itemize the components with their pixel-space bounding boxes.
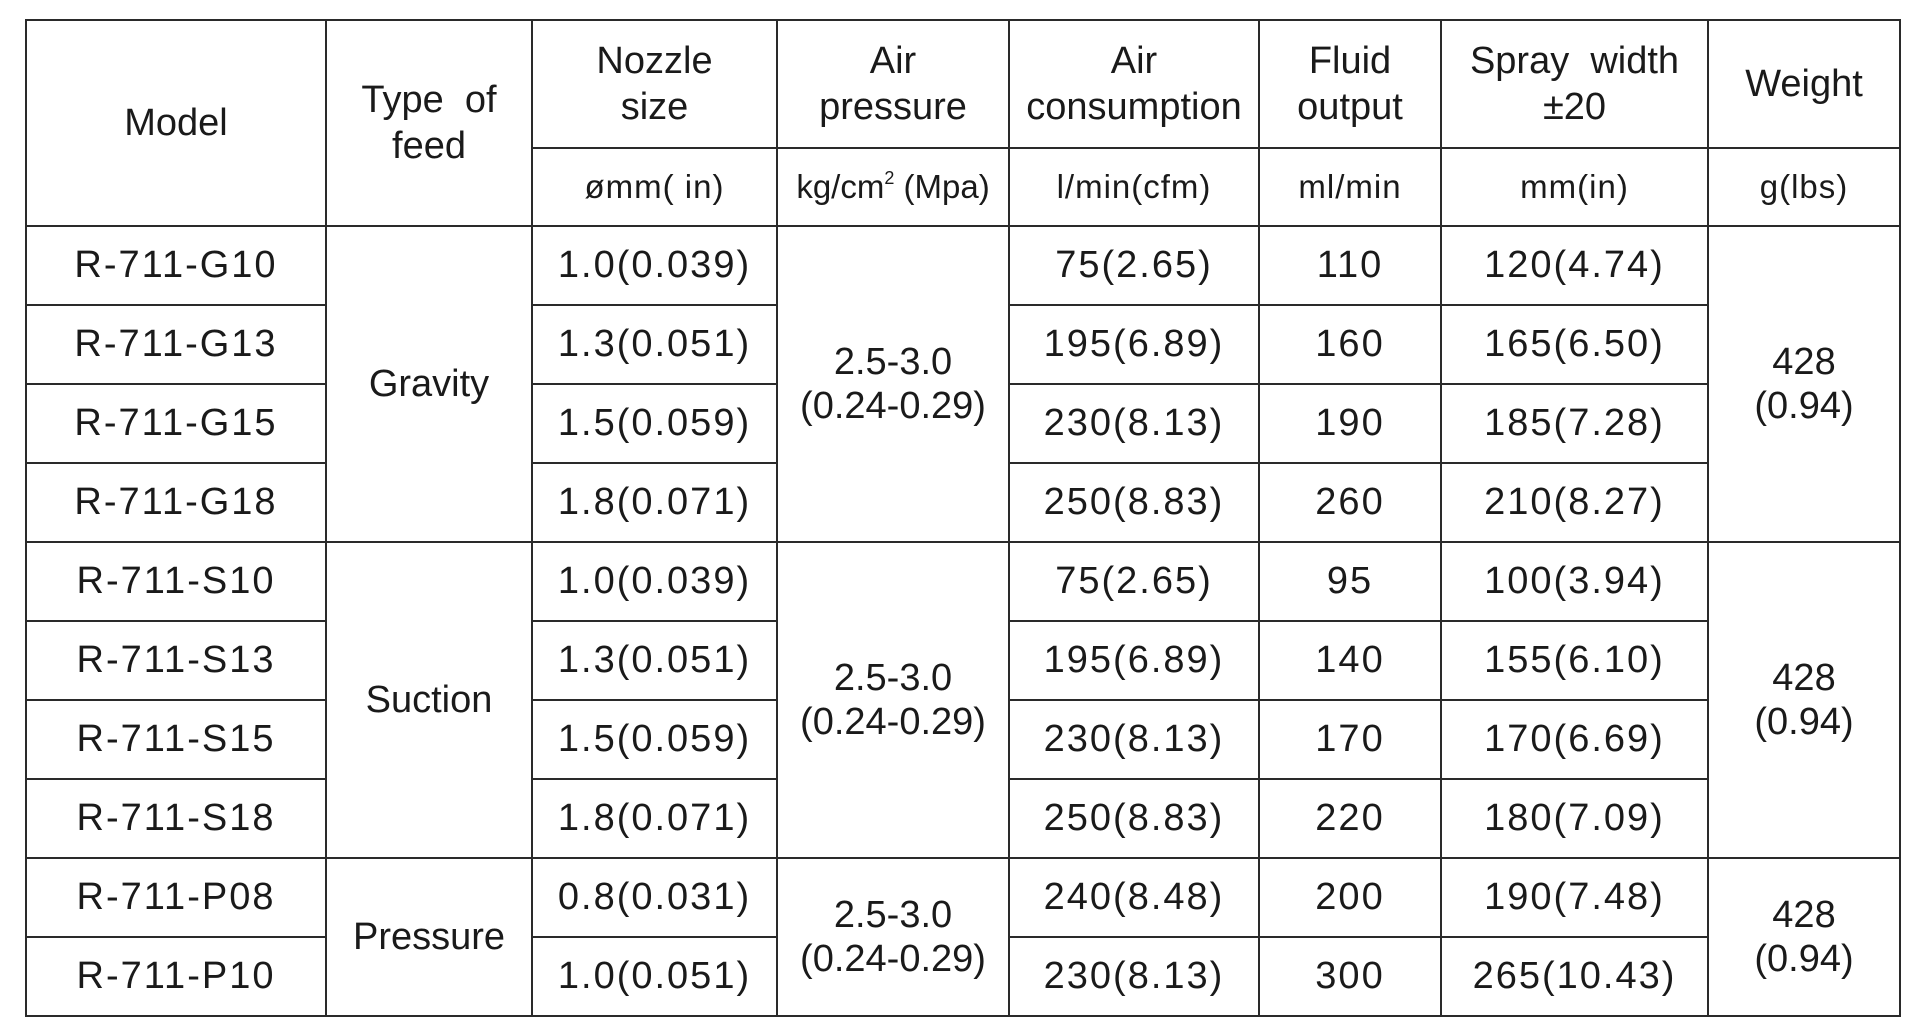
- feed-type-cell: [326, 226, 532, 542]
- feed-type-cell: [326, 542, 532, 858]
- spray-width-cell: [1441, 384, 1708, 463]
- header-nozzle-line2: size: [620, 86, 689, 128]
- model-value: R-711-S10: [76, 560, 276, 602]
- feed-type-value: Pressure: [352, 916, 506, 958]
- air-pressure-value-line1: 2.5-3.0: [833, 341, 953, 383]
- header-model-label: Model: [124, 102, 228, 144]
- spray-width-cell: [1441, 779, 1708, 858]
- fluid-output-value: 260: [1315, 481, 1385, 523]
- nozzle-value: 1.8(0.071): [557, 797, 752, 839]
- air-pressure-value-line2: (0.24-0.29): [800, 385, 986, 427]
- spec-table: [25, 19, 1901, 1017]
- header-nozzle-size: [532, 20, 777, 148]
- fluid-output-cell: [1259, 621, 1441, 700]
- spray-width-cell: [1441, 542, 1708, 621]
- unit-airp-sup: 2: [884, 168, 895, 188]
- unit-airp-pre: kg/cm: [796, 168, 885, 205]
- nozzle-value: 0.8(0.031): [557, 876, 752, 918]
- model-value: R-711-S18: [76, 797, 276, 839]
- header-feed-line2: feed: [392, 125, 466, 167]
- nozzle-cell: [532, 858, 777, 937]
- fluid-output-cell: [1259, 384, 1441, 463]
- fluid-output-value: 300: [1315, 955, 1385, 997]
- header-spray-width: [1441, 20, 1708, 148]
- fluid-output-value: 95: [1326, 560, 1374, 602]
- unit-spray: [1441, 148, 1708, 226]
- fluid-output-cell: [1259, 779, 1441, 858]
- unit-weight-label: g(lbs): [1759, 168, 1849, 205]
- fluid-output-cell: [1259, 937, 1441, 1016]
- air-consumption-cell: [1009, 621, 1259, 700]
- air-consumption-cell: [1009, 937, 1259, 1016]
- fluid-output-cell: [1259, 226, 1441, 305]
- nozzle-value: 1.3(0.051): [557, 639, 752, 681]
- model-cell: [26, 858, 326, 937]
- nozzle-cell: [532, 226, 777, 305]
- air-pressure-cell: [777, 858, 1009, 1016]
- nozzle-value: 1.0(0.039): [557, 244, 752, 286]
- model-value: R-711-G10: [74, 244, 278, 286]
- header-spray-line2: ±20: [1542, 86, 1607, 128]
- air-consumption-value: 240(8.48): [1043, 876, 1225, 918]
- table-row: [26, 542, 1900, 621]
- fluid-output-cell: [1259, 858, 1441, 937]
- model-value: R-711-G13: [74, 323, 278, 365]
- feed-type-value: Gravity: [368, 363, 490, 405]
- model-cell: [26, 542, 326, 621]
- nozzle-value: 1.8(0.071): [557, 481, 752, 523]
- fluid-output-value: 220: [1315, 797, 1385, 839]
- unit-spray-label: mm(in): [1520, 168, 1629, 205]
- air-pressure-value-line1: 2.5-3.0: [833, 657, 953, 699]
- air-consumption-cell: [1009, 384, 1259, 463]
- nozzle-cell: [532, 305, 777, 384]
- weight-value-line1: 428: [1772, 341, 1836, 383]
- air-pressure-value-line2: (0.24-0.29): [800, 938, 986, 980]
- spray-width-cell: [1441, 937, 1708, 1016]
- air-pressure-cell: [777, 542, 1009, 858]
- spray-width-value: 190(7.48): [1484, 876, 1665, 918]
- spray-width-cell: [1441, 621, 1708, 700]
- nozzle-cell: [532, 937, 777, 1016]
- table-row: [26, 858, 1900, 937]
- fluid-output-cell: [1259, 305, 1441, 384]
- unit-fluid-label: ml/min: [1298, 168, 1402, 205]
- spray-width-value: 170(6.69): [1484, 718, 1665, 760]
- spray-width-value: 100(3.94): [1484, 560, 1665, 602]
- nozzle-value: 1.0(0.051): [557, 955, 752, 997]
- weight-value-line1: 428: [1772, 894, 1836, 936]
- header-airp-line1: Air: [869, 40, 917, 82]
- air-pressure-cell: [777, 226, 1009, 542]
- model-cell: [26, 700, 326, 779]
- nozzle-value: 1.5(0.059): [557, 718, 752, 760]
- air-consumption-value: 250(8.83): [1043, 481, 1225, 523]
- model-cell: [26, 621, 326, 700]
- model-value: R-711-P10: [76, 955, 276, 997]
- weight-value-line2: (0.94): [1754, 701, 1854, 743]
- header-model: [26, 20, 326, 226]
- header-feed-line1: Type of: [361, 79, 497, 121]
- unit-airp-post: (Mpa): [894, 168, 990, 205]
- header-spray-line1: Spray width: [1469, 40, 1680, 82]
- spray-width-value: 185(7.28): [1484, 402, 1665, 444]
- spray-width-value: 165(6.50): [1484, 323, 1665, 365]
- weight-value-line1: 428: [1772, 657, 1836, 699]
- air-consumption-cell: [1009, 226, 1259, 305]
- model-value: R-711-G15: [74, 402, 278, 444]
- air-consumption-cell: [1009, 542, 1259, 621]
- spray-width-value: 210(8.27): [1484, 481, 1665, 523]
- fluid-output-value: 190: [1315, 402, 1385, 444]
- spray-width-cell: [1441, 858, 1708, 937]
- header-airc-line1: Air: [1110, 40, 1158, 82]
- spray-width-value: 155(6.10): [1484, 639, 1665, 681]
- table-body: [26, 226, 1900, 1016]
- model-value: R-711-G18: [74, 481, 278, 523]
- air-consumption-value: 75(2.65): [1055, 560, 1213, 602]
- nozzle-cell: [532, 700, 777, 779]
- nozzle-cell: [532, 542, 777, 621]
- header-weight: [1708, 20, 1900, 148]
- nozzle-cell: [532, 384, 777, 463]
- model-cell: [26, 305, 326, 384]
- weight-value-line2: (0.94): [1754, 938, 1854, 980]
- spray-width-cell: [1441, 463, 1708, 542]
- air-consumption-cell: [1009, 463, 1259, 542]
- header-airc-line2: consumption: [1026, 86, 1242, 128]
- spray-width-cell: [1441, 305, 1708, 384]
- unit-air-consumption: [1009, 148, 1259, 226]
- header-weight-label: Weight: [1745, 63, 1863, 105]
- unit-fluid: [1259, 148, 1441, 226]
- header-fluid-line2: output: [1297, 86, 1403, 128]
- fluid-output-cell: [1259, 700, 1441, 779]
- air-consumption-cell: [1009, 700, 1259, 779]
- air-consumption-cell: [1009, 779, 1259, 858]
- air-pressure-value-line1: 2.5-3.0: [833, 894, 953, 936]
- fluid-output-value: 140: [1315, 639, 1385, 681]
- air-consumption-cell: [1009, 305, 1259, 384]
- unit-nozzle-label: ømm( in): [584, 168, 725, 205]
- weight-cell: [1708, 542, 1900, 858]
- nozzle-value: 1.0(0.039): [557, 560, 752, 602]
- spray-width-value: 120(4.74): [1484, 244, 1665, 286]
- feed-type-cell: [326, 858, 532, 1016]
- fluid-output-value: 160: [1315, 323, 1385, 365]
- model-value: R-711-S15: [76, 718, 276, 760]
- air-consumption-value: 250(8.83): [1043, 797, 1225, 839]
- fluid-output-value: 110: [1316, 244, 1384, 286]
- fluid-output-cell: [1259, 463, 1441, 542]
- fluid-output-value: 170: [1315, 718, 1385, 760]
- unit-air-pressure: [777, 148, 1009, 226]
- nozzle-value: 1.5(0.059): [557, 402, 752, 444]
- weight-value-line2: (0.94): [1754, 385, 1854, 427]
- unit-weight: [1708, 148, 1900, 226]
- header-type-of-feed: [326, 20, 532, 226]
- nozzle-cell: [532, 621, 777, 700]
- nozzle-cell: [532, 779, 777, 858]
- header-air-pressure: [777, 20, 1009, 148]
- unit-nozzle: [532, 148, 777, 226]
- header-fluid-line1: Fluid: [1308, 40, 1392, 82]
- air-pressure-value-line2: (0.24-0.29): [800, 701, 986, 743]
- air-consumption-value: 230(8.13): [1043, 402, 1225, 444]
- table-row: [26, 226, 1900, 305]
- weight-cell: [1708, 226, 1900, 542]
- model-value: R-711-S13: [76, 639, 276, 681]
- model-value: R-711-P08: [76, 876, 276, 918]
- model-cell: [26, 384, 326, 463]
- air-consumption-value: 230(8.13): [1043, 955, 1225, 997]
- air-consumption-value: 195(6.89): [1043, 323, 1225, 365]
- header-air-consumption: [1009, 20, 1259, 148]
- spray-width-value: 265(10.43): [1472, 955, 1677, 997]
- nozzle-cell: [532, 463, 777, 542]
- feed-type-value: Suction: [365, 679, 493, 721]
- header-nozzle-line1: Nozzle: [596, 40, 713, 82]
- air-consumption-cell: [1009, 858, 1259, 937]
- air-consumption-value: 75(2.65): [1055, 244, 1213, 286]
- air-consumption-value: 230(8.13): [1043, 718, 1225, 760]
- unit-airc-label: l/min(cfm): [1056, 168, 1212, 205]
- fluid-output-value: 200: [1315, 876, 1385, 918]
- model-cell: [26, 937, 326, 1016]
- model-cell: [26, 779, 326, 858]
- weight-cell: [1708, 858, 1900, 1016]
- spray-width-value: 180(7.09): [1484, 797, 1665, 839]
- spray-width-cell: [1441, 700, 1708, 779]
- spray-width-cell: [1441, 226, 1708, 305]
- header-fluid-output: [1259, 20, 1441, 148]
- fluid-output-cell: [1259, 542, 1441, 621]
- model-cell: [26, 226, 326, 305]
- air-consumption-value: 195(6.89): [1043, 639, 1225, 681]
- model-cell: [26, 463, 326, 542]
- nozzle-value: 1.3(0.051): [557, 323, 752, 365]
- header-airp-line2: pressure: [819, 86, 967, 128]
